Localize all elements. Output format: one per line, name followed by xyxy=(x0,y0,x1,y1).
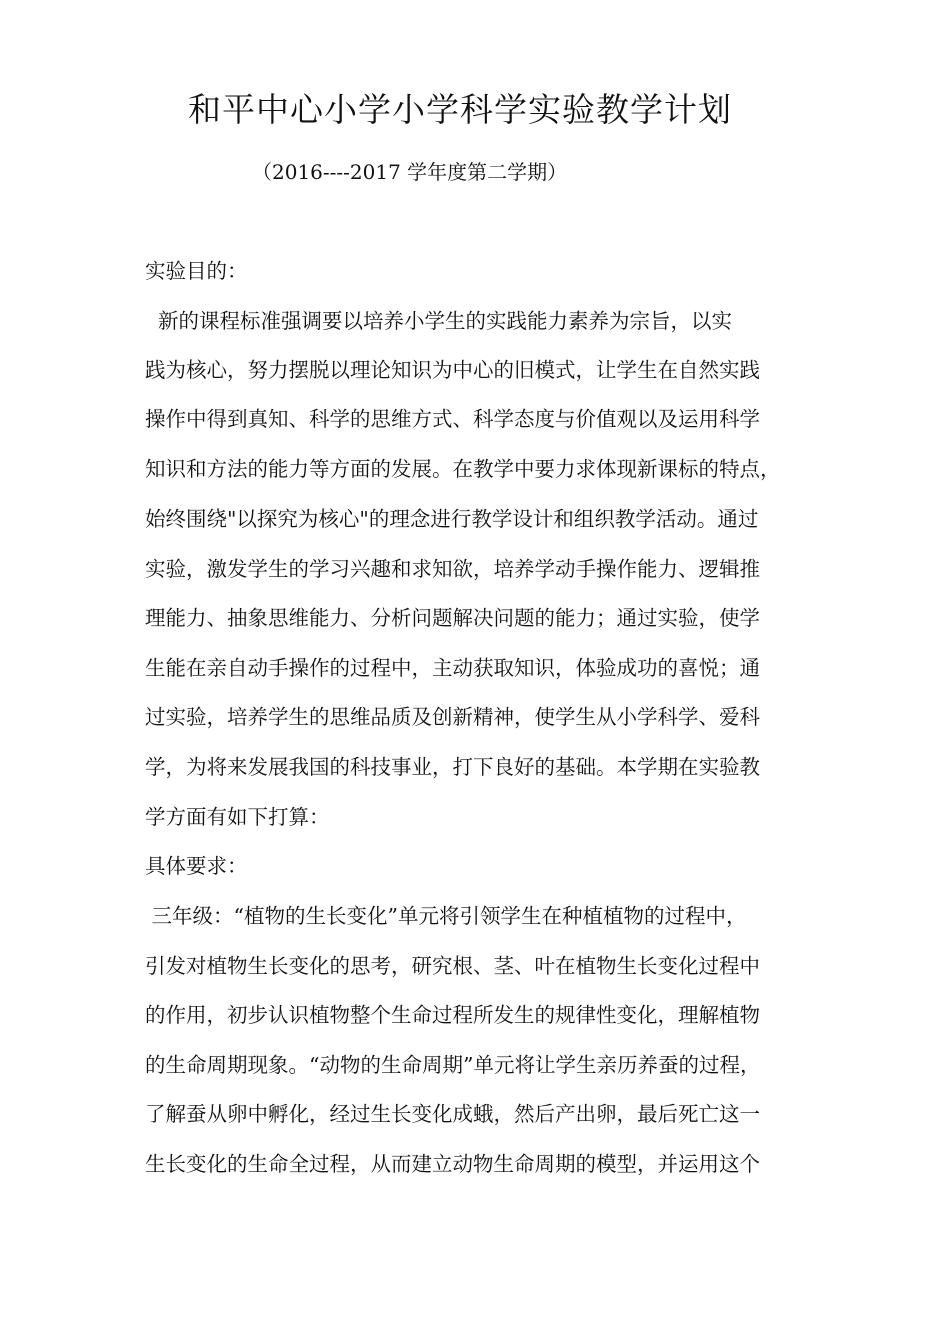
paragraph-line: 知识和方法的能力等方面的发展。在教学中要力求体现新课标的特点， xyxy=(145,457,781,481)
document-title: 和平中心小学小学科学实验教学计划 xyxy=(188,90,732,129)
paragraph-line: 了解蚕从卵中孵化，经过生长变化成蛾，然后产出卵，最后死亡这一 xyxy=(145,1102,760,1126)
paragraph-line: 操作中得到真知、科学的思维方式、科学态度与价值观以及运用科学 xyxy=(145,407,760,431)
paragraph-line: 新的课程标准强调要以培养小学生的实践能力素养为宗旨，以实 xyxy=(145,309,733,333)
document-subtitle: （2016----2017 学年度第二学期） xyxy=(252,160,568,184)
paragraph-line: 实验，激发学生的学习兴趣和求知欲，培养学动手操作能力、逻辑推 xyxy=(145,557,760,581)
paragraph-line: 的作用，初步认识植物整个生命过程所发生的规律性变化，理解植物 xyxy=(145,1003,760,1027)
paragraph-line: 学，为将来发展我国的科技事业，打下良好的基础。本学期在实验教 xyxy=(145,755,760,779)
paragraph-line: 践为核心，努力摆脱以理论知识为中心的旧模式，让学生在自然实践 xyxy=(145,358,760,382)
paragraph-line: 理能力、抽象思维能力、分析问题解决问题的能力；通过实验，使学 xyxy=(145,606,760,630)
paragraph-line: 学方面有如下打算： xyxy=(145,805,330,829)
paragraph-line: 引发对植物生长变化的思考，研究根、茎、叶在植物生长变化过程中 xyxy=(145,954,760,978)
section-heading-purpose: 实验目的： xyxy=(145,259,248,283)
section-heading-requirements: 具体要求： xyxy=(145,854,248,878)
paragraph-line: 的生命周期现象。“动物的生命周期”单元将让学生亲历养蚕的过程， xyxy=(145,1053,761,1077)
paragraph-line: 始终围绕"以探究为核心"的理念进行教学设计和组织教学活动。通过 xyxy=(145,507,759,531)
paragraph-line: 三年级：“植物的生长变化”单元将引领学生在种植植物的过程中， xyxy=(145,904,747,928)
paragraph-line: 生长变化的生命全过程，从而建立动物生命周期的模型，并运用这个 xyxy=(145,1152,760,1176)
paragraph-line: 过实验，培养学生的思维品质及创新精神，使学生从小学科学、爱科 xyxy=(145,705,760,729)
paragraph-line: 生能在亲自动手操作的过程中，主动获取知识，体验成功的喜悦；通 xyxy=(145,656,760,680)
